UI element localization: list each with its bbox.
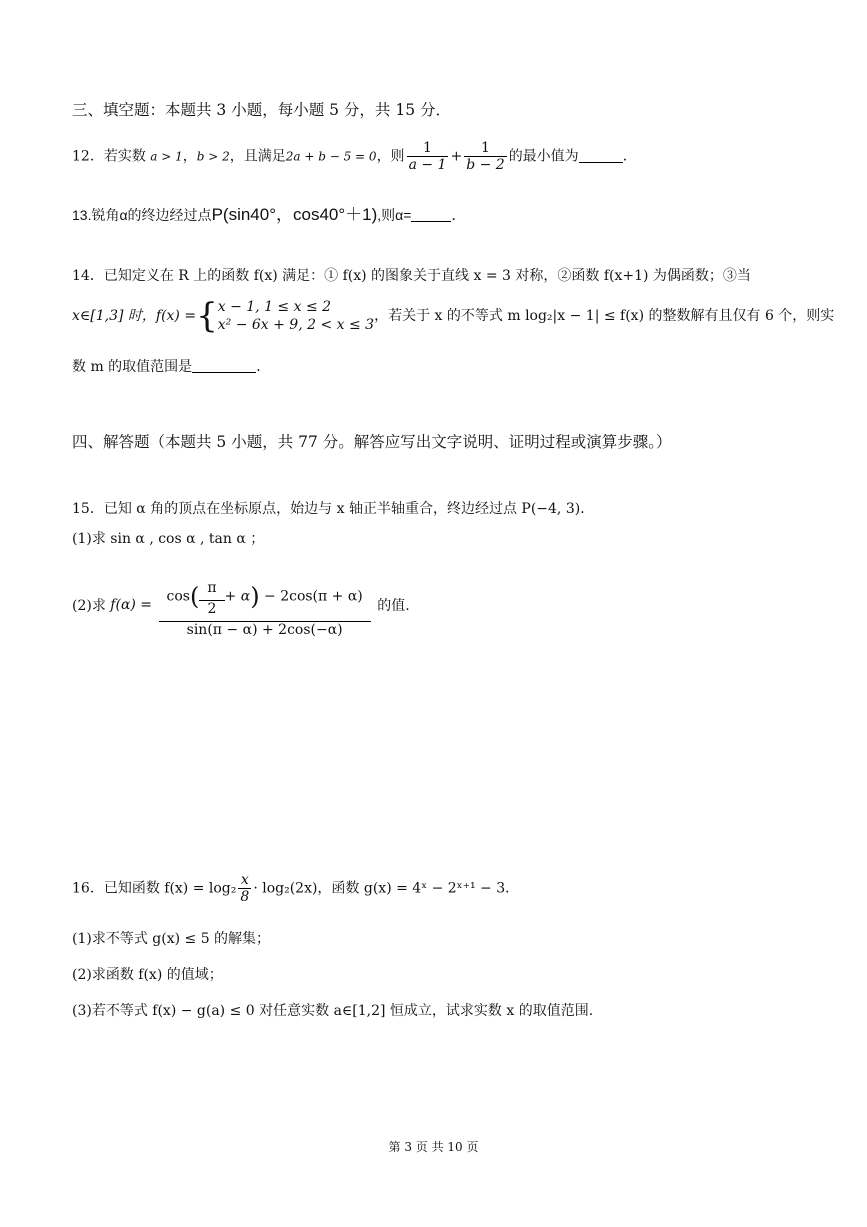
q15-part2-label: (2)求 xyxy=(72,598,106,614)
question-15-part-1: (1)求 sin α , cos α , tan α ； xyxy=(72,531,265,547)
q15-fx: f(α) = xyxy=(110,597,153,613)
q12-plus: + xyxy=(450,148,463,165)
section3-title: 三、填空题：本题共 3 小题，每小题 5 分，共 15 分． xyxy=(72,101,452,119)
q12-end: ． xyxy=(622,148,637,165)
question-14-line-3 xyxy=(72,356,270,376)
q14-case-2: x² − 6x + 9, 2 < x ≤ 3 xyxy=(217,317,375,333)
q12-cond-b: b > 2 xyxy=(196,149,230,164)
q14-inequality: ，若关于 x 的不等式 m log₂|x − 1| ≤ f(x) 的整数解有且仅有 6 个，则实 xyxy=(374,308,835,324)
question-12 xyxy=(72,140,637,173)
q16-stem-b: · log₂(2x)，函数 g(x) = 4ˣ − 2ˣ⁺¹ − 3． xyxy=(253,880,520,897)
question-15-part-2 xyxy=(72,572,410,638)
q12-fraction-1: $\frac{1}{a - 1}$ xyxy=(408,140,447,173)
q14-line3: 数 m 的取值范围是 xyxy=(72,359,193,375)
question-16-part-1: (1)求不等式 g(x) ≤ 5 的解集； xyxy=(72,931,271,947)
q15-numerator: cos( $\frac{\pi}{2}$ + α) − 2cos(π + α) xyxy=(159,572,371,622)
q16-stem-a: 16．已知函数 f(x) = log₂ xyxy=(72,880,237,897)
q12-text-b: ，且满足 xyxy=(229,148,286,165)
question-14-line-2 xyxy=(72,298,834,334)
q14-domain: x∈[1,3] 时，f(x) = xyxy=(72,308,197,324)
q12-text-c: ，则 xyxy=(376,148,405,165)
section4-title: 四、解答题（本题共 5 小题，共 77 分。解答应写出文字说明、证明过程或演算步骤。） xyxy=(72,433,672,451)
q14-piecewise xyxy=(218,298,374,334)
question-15-stem: 15．已知 α 角的顶点在坐标原点，始边与 x 轴正半轴重合，终边经过点 P(−4, 3)． xyxy=(72,501,595,517)
q12-equation: 2a + b − 5 = 0 xyxy=(285,149,377,164)
q13-point: P(sin40°，cos40°＋1) xyxy=(211,205,378,224)
q15-part2-end: 的值. xyxy=(377,598,410,614)
question-16-stem xyxy=(72,872,519,905)
q13-text: 13.锐角α的终边经过点 xyxy=(72,207,212,223)
q16-fraction: $\frac{x}{8}$ xyxy=(240,872,250,905)
q12-text-a: 若实数 xyxy=(103,148,146,165)
page-footer: 第 3 页 共 10 页 xyxy=(388,1140,479,1154)
q14-case-1: x − 1, 1 ≤ x ≤ 2 xyxy=(217,299,332,315)
q12-number: 12． xyxy=(72,148,104,165)
q12-sep: ， xyxy=(182,148,197,165)
q12-cond-a: a > 1 xyxy=(150,149,183,164)
question-16-part-2: (2)求函数 f(x) 的值域； xyxy=(72,967,223,983)
q14-brace: { xyxy=(196,296,218,336)
q13-text-b: ,则α= xyxy=(377,207,412,223)
q13-answer-blank[interactable] xyxy=(411,207,451,222)
q15-fraction xyxy=(159,572,371,638)
q14-end: ． xyxy=(256,359,271,375)
q12-text-d: 的最小值为 xyxy=(508,148,579,165)
question-13 xyxy=(72,200,465,225)
question-14-line-1: 14．已知定义在 R 上的函数 f(x) 满足：① f(x) 的图象关于直线 x = 3 对称，②函数 f(x+1) 为偶函数；③当 xyxy=(72,268,751,284)
q14-answer-blank[interactable] xyxy=(192,358,256,373)
question-16-part-3: (3)若不等式 f(x) − g(a) ≤ 0 对任意实数 a∈[1,2] 恒成立，试求实数 x 的取值范围. xyxy=(72,1003,594,1019)
q12-fraction-2: $\frac{1}{b - 2}$ xyxy=(466,140,505,173)
q12-answer-blank[interactable] xyxy=(579,148,623,163)
q13-end: ． xyxy=(451,207,466,223)
q15-denominator: sin(π − α) + 2cos(−α) xyxy=(186,622,343,638)
